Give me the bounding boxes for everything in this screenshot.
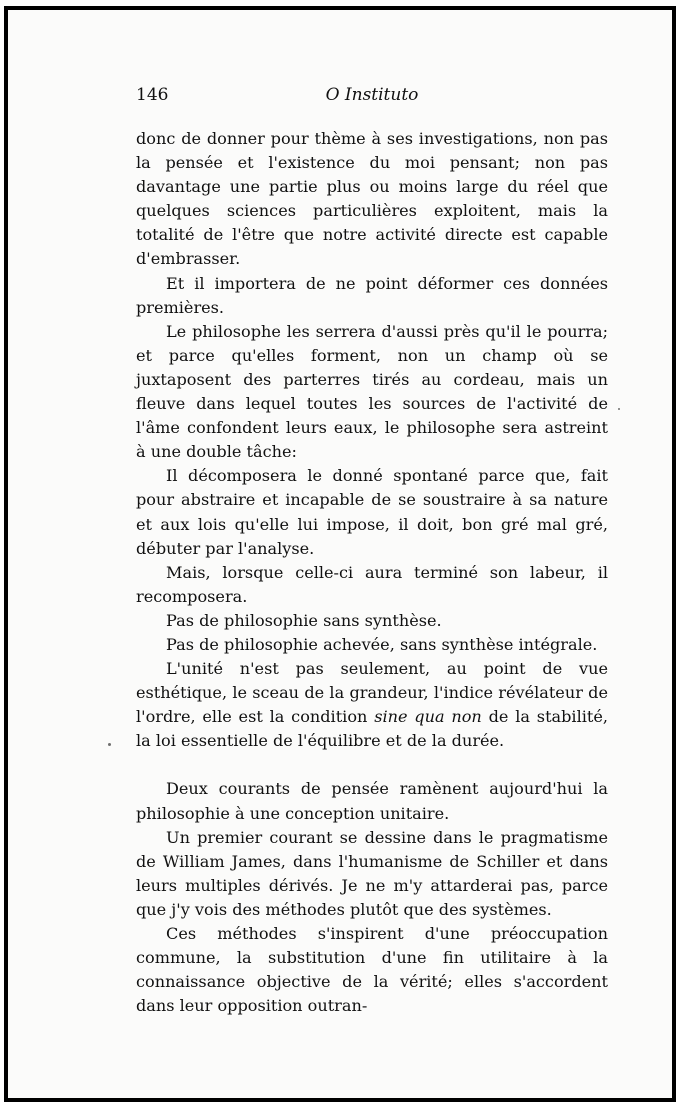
latin-phrase: sine qua non bbox=[374, 707, 482, 727]
scan-speck bbox=[618, 408, 620, 410]
running-header bbox=[136, 83, 608, 107]
paragraph: Ces méthodes s'inspirent d'une préoccupation commune, la substitution d'une fin utilitaire à la connaissance objective de la vérité; elles s'accordent dans leur opposition outran- bbox=[136, 924, 608, 1016]
paragraph-text: L'unité n'est pas seulement, au point de vue esthétique, le sceau de la grandeur, l'indice révélateur de l'ordre, elle est la condition bbox=[136, 659, 608, 727]
running-title: O Instituto bbox=[325, 85, 419, 105]
page-frame bbox=[4, 6, 676, 1102]
page-number: 146 bbox=[136, 85, 169, 105]
paragraph: Le philosophe les serrera d'aussi près qu'il le pourra; et parce qu'elles forment, non un champ où se juxtaposent des parterres tirés au cordeau, mais un fleuve dans lequel toutes les sources de l'activité de l'âme confondent leurs eaux, le philosophe sera astreint à une double tâche: bbox=[136, 321, 608, 462]
paragraph: Deux courants de pensée ramènent aujourd'hui la philosophie à une conception unitaire. bbox=[136, 779, 608, 823]
paragraph: Et il importera de ne point déformer ces données premières. bbox=[136, 273, 608, 317]
scan-speck bbox=[108, 743, 111, 746]
paragraph: Pas de philosophie achevée, sans synthèse intégrale. bbox=[166, 634, 598, 654]
book-page bbox=[136, 10, 608, 1108]
body-text bbox=[136, 127, 608, 1018]
paragraph-text: de la stabilité, la loi essentielle de l'équilibre et de la durée. bbox=[136, 707, 608, 751]
paragraph: Un premier courant se dessine dans le pragmatisme de William James, dans l'humanisme de Schiller et dans leurs multiples dérivés. Je ne m'y attarderai pas, parce que j'y vois des méthodes plutôt que des systèmes. bbox=[136, 827, 608, 919]
paragraph bbox=[136, 657, 608, 753]
paragraph: Pas de philosophie sans synthèse. bbox=[166, 610, 442, 630]
paragraph: donc de donner pour thème à ses investigations, non pas la pensée et l'existence du moi pensant; non pas davantage une partie plus ou moins large du réel que quelques sciences particulières exploitent, mais la totalité de l'être que notre activité directe est capable d'embrasser. bbox=[136, 129, 608, 269]
paragraph: Il décomposera le donné spontané parce que, fait pour abstraire et incapable de se soustraire à sa nature et aux lois qu'elle lui impose, il doit, bon gré mal gré, débuter par l'analyse. bbox=[136, 466, 608, 558]
paragraph: Mais, lorsque celle-ci aura terminé son labeur, il recomposera. bbox=[136, 562, 608, 606]
